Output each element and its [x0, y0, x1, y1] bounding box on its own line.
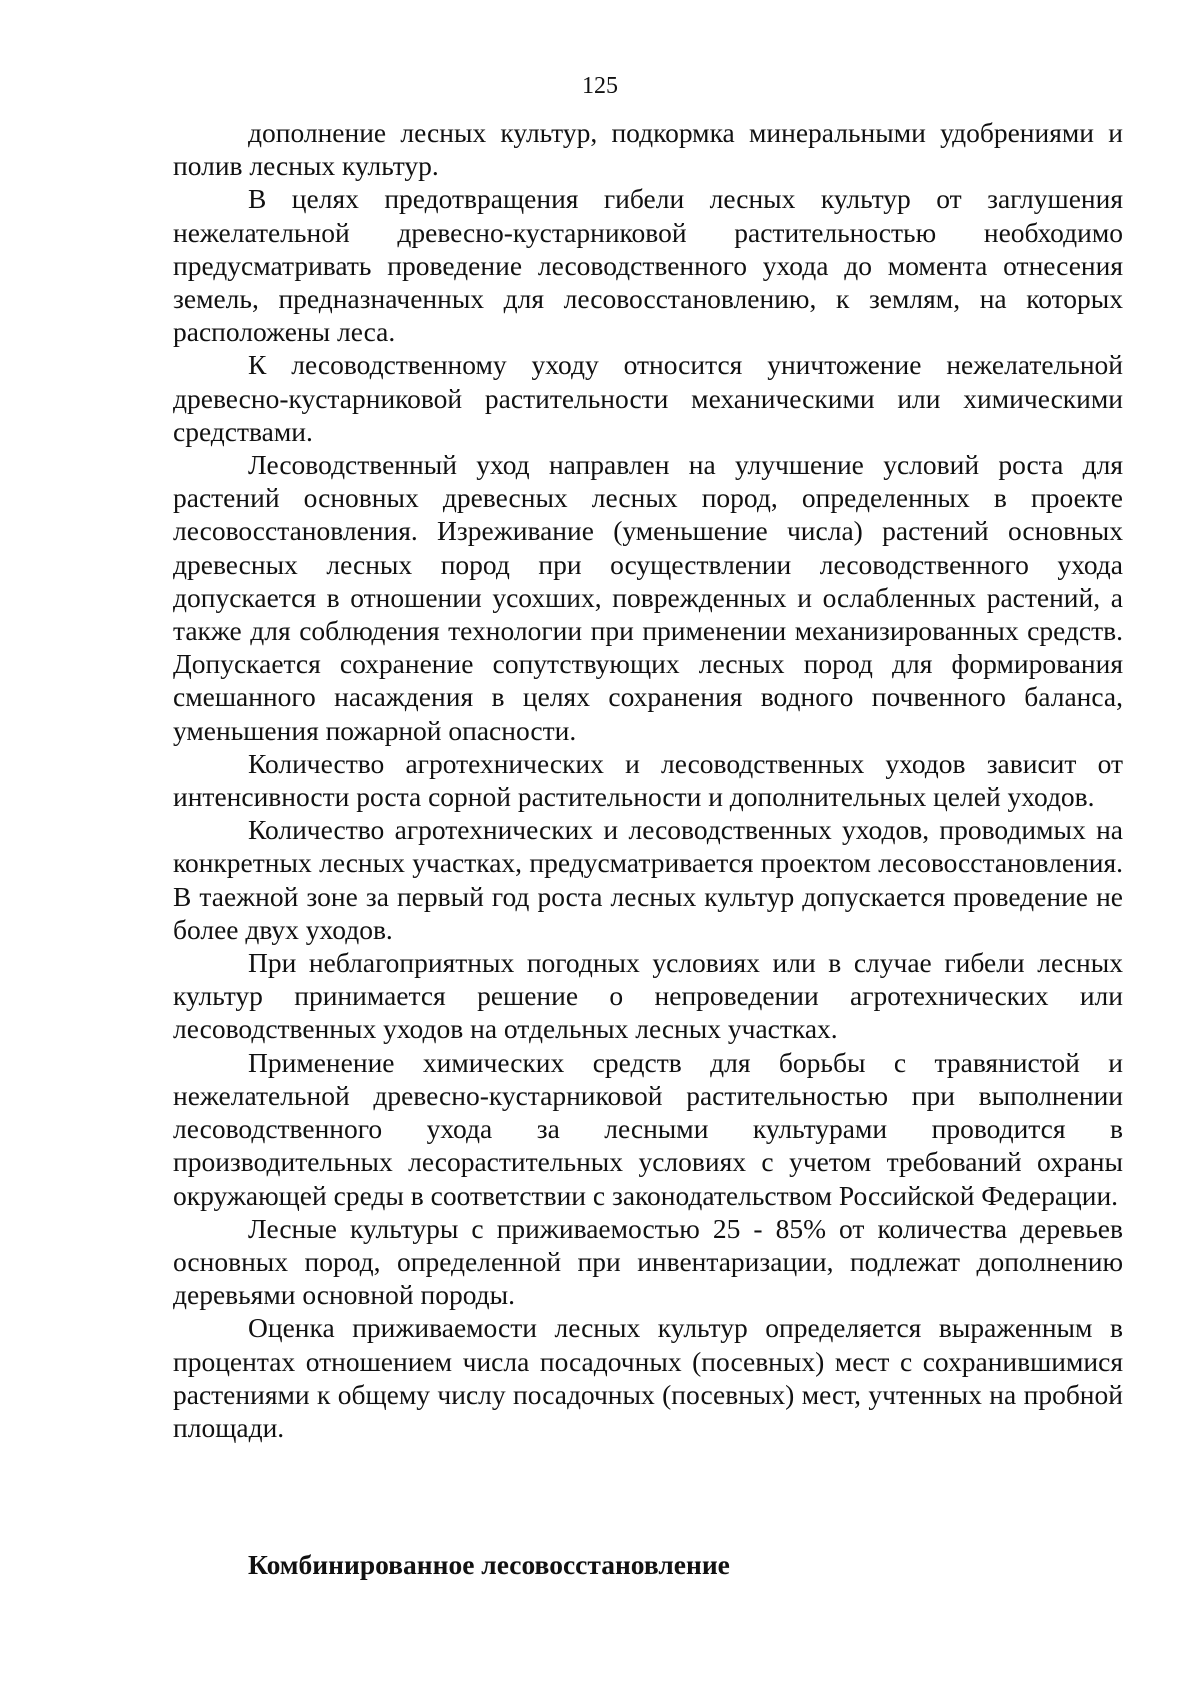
paragraph: Лесные культуры с приживаемостью 25 - 85% от количества деревьев основных пород, определенной при инвентаризации, подлежат дополнению деревьями основной породы. [173, 1212, 1123, 1311]
paragraph: Оценка приживаемости лесных культур определяется выраженным в процентах отношением числа посадочных (посевных) мест с сохранившимися растениями к общему числу посадочных (посевных) мест, учтенных на пробной площади. [173, 1312, 1123, 1443]
paragraph: При неблагоприятных погодных условиях или в случае гибели лесных культур принимается решение о непроведении агротехнических или лесоводственных уходов на отдельных лесных участках. [173, 947, 1123, 1045]
section-heading: Комбинированное лесовосстановление [248, 1549, 730, 1580]
paragraph: К лесоводственному уходу относится уничтожение нежелательной древесно-кустарниковой растительности механическими или химическими средствами. [173, 349, 1123, 447]
body-text [173, 116, 1123, 1444]
paragraph: В целях предотвращения гибели лесных культур от заглушения нежелательной древесно-кустарниковой растительностью необходимо предусматривать проведение лесоводственного ухода до момента отнесения земель, предназначенных для лесовосстановлению, к землям, на которых расположены леса. [173, 183, 1123, 348]
paragraph: дополнение лесных культур, подкормка минеральными удобрениями и полив лесных культур. [173, 117, 1123, 182]
paragraph: Количество агротехнических и лесоводственных уходов зависит от интенсивности роста сорной растительности и дополнительных целей уходов. [173, 747, 1123, 813]
page-number: 125 [582, 73, 618, 99]
paragraph: Применение химических средств для борьбы с травянистой и нежелательной древесно-кустарниковой растительностью при выполнении лесоводственного ухода за лесными культурами проводится в производительных лесорастительных условиях с учетом требований охраны окружающей среды в соответствии с законодательством Российской Федерации. [173, 1046, 1123, 1211]
paragraph: Лесоводственный уход направлен на улучшение условий роста для растений основных древесных лесных пород, определенных в проекте лесовосстановления. Изреживание (уменьшение числа) растений основных древесных лесных пород при осуществлении лесоводственного ухода допускается в отношении усохших, поврежденных и ослабленных растений, а также для соблюдения технологии при применении механизированных средств. Допускается сохранение сопутствующих лесных пород для формирования смешанного насаждения в целях сохранения водного почвенного баланса, уменьшения пожарной опасности. [173, 449, 1123, 746]
paragraph: Количество агротехнических и лесоводственных уходов, проводимых на конкретных лесных участках, предусматривается проектом лесовосстановления. В таежной зоне за первый год роста лесных культур допускается проведение не более двух уходов. [173, 814, 1123, 945]
